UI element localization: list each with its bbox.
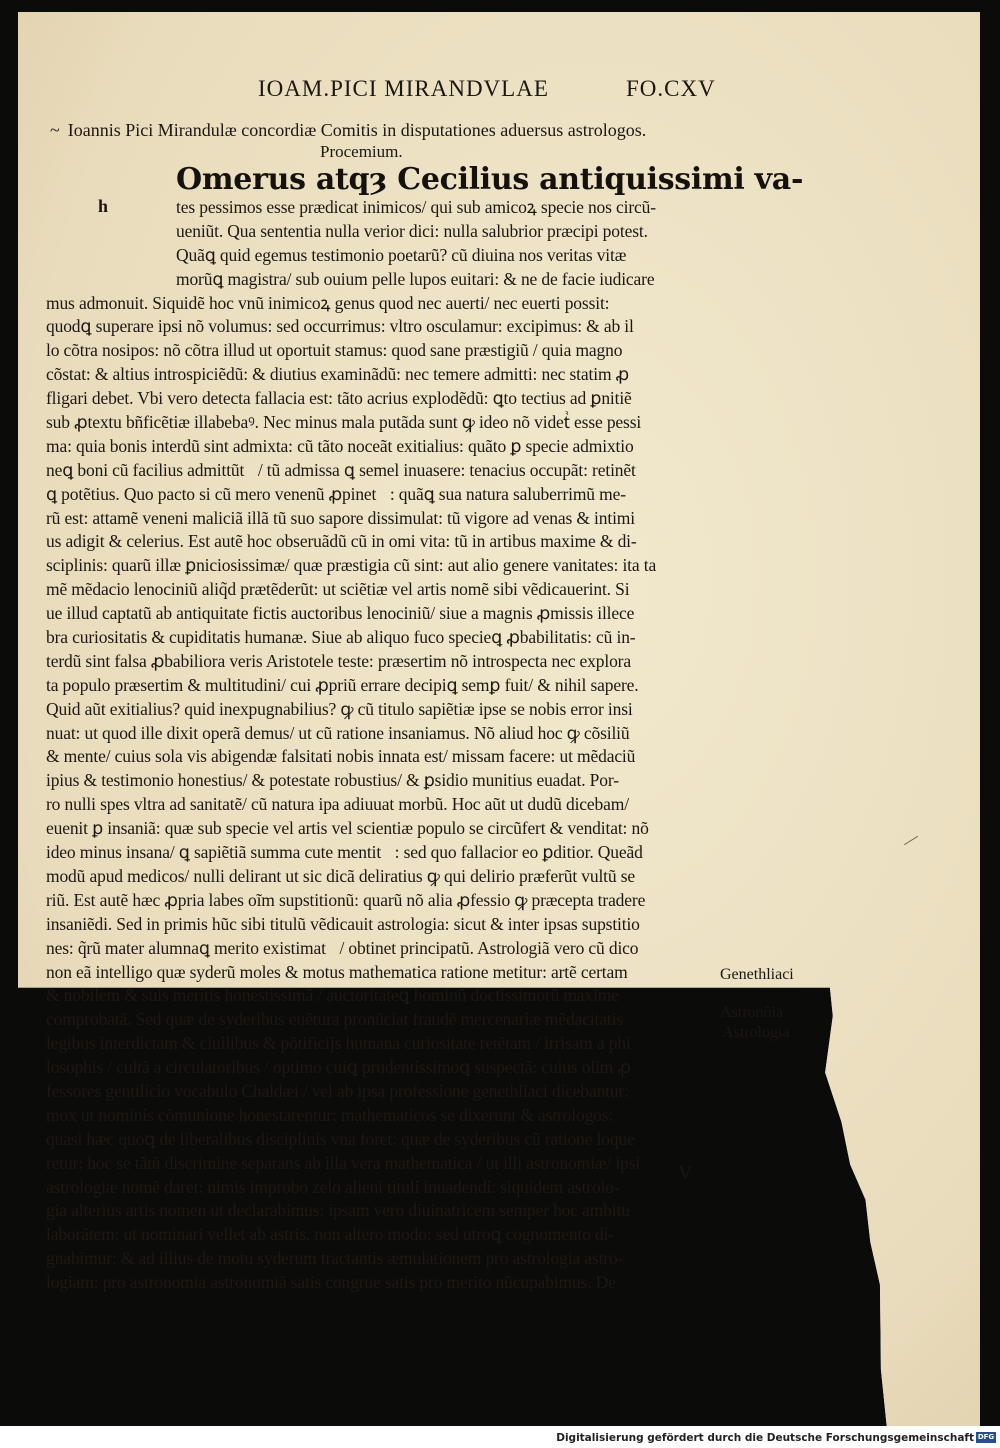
text-line: ro nulli spes vltra ad sanitatẽ/ cũ natura ipa adiuuat morbũ. Hoc aũt ut dudũ dicebam/ bbox=[46, 794, 629, 815]
text-line: quasi hæc quoꝗ de liberalibus disciplinis vna foret: quæ de syderibus cũ ratione loque bbox=[46, 1128, 635, 1149]
body-text bbox=[46, 196, 746, 1295]
text-line: quodꝗ superare ipsi nõ volumus: sed occurrimus: vltro osculamur: excipimus: & ab il bbox=[46, 316, 634, 337]
running-head: IOAM.PICI MIRANDVLAE bbox=[258, 76, 549, 101]
text-line: us adigit & celerius. Est autẽ hoc obseruãdũ cũ in omi vita: tũ in artibus maxime & di- bbox=[46, 531, 637, 552]
heading-subtitle: Procemium. bbox=[320, 142, 403, 161]
text-line: ma: quia bonis interdũ sint admixta: cũ tãto noceãt exitialius: quãto ꝑ specie admixtio bbox=[46, 435, 634, 456]
text-line: riũ. Est autẽ hæc ꝓpria labes oĩm supstitionũ: quarũ nõ alia ꝓfessio ꝙ præcepta tradere bbox=[46, 889, 646, 910]
text-line: bra curiositatis & cupiditatis humanæ. Siue ab aliquo fuco specieꝗ ꝓbabilitatis: cũ in- bbox=[46, 627, 636, 648]
text-line: nuat: ut quod ille dixit operã demus/ ut cũ ratione insaniamus. Nõ aliud hoc ꝙ cõsiliũ bbox=[46, 722, 630, 743]
text-line: lo cõtra nosipos: nõ cõtra illud ut oportuit stamus: quod sane præstigiũ / quia magno bbox=[46, 340, 623, 361]
text-line: mus admonuit. Siquidẽ hoc vnũ inimicoꝝ genus quod nec auerti/ nec euerti possit: bbox=[46, 292, 610, 313]
footer-strip bbox=[0, 1426, 1000, 1448]
dfg-logo-icon: DFG bbox=[977, 1433, 995, 1441]
funding-credit: Digitalisierung gefördert durch die Deutsche Forschungsgemeinschaft bbox=[556, 1432, 974, 1444]
text-line: ipius & testimonio honestius/ & potestate robustius/ & ꝑsidio munitius euadat. Por- bbox=[46, 770, 619, 791]
text-line: neꝗ boni cũ facilius admittũtᷣ/ tũ admissa ꝗ semel inuasere: tenacius occupãt: retinẽt bbox=[46, 459, 636, 480]
opening-line: Omerus atqȝ Cecilius antiquissimi va- bbox=[176, 162, 804, 197]
text-line: legibus interdictam & ciuilibus & põtificijs humana curiositate retẽtam / irrisam a phi bbox=[46, 1033, 631, 1054]
guide-letter: h bbox=[98, 196, 109, 216]
text-line: sciplinis: quarũ illæ ꝑniciosissimæ/ quæ præstigia cũ sint: aut alio genere vanitates: ita ta bbox=[46, 555, 657, 576]
text-line: ꝗ potẽtius. Quo pacto si cũ mero venenũ ꝓpinetᷣ: quãꝗ sua natura saluberrimũ me- bbox=[46, 483, 626, 504]
text-line: mẽ mẽdacio lenociniũ aliq̃d prætẽderũt: ut sciẽtiæ vel artis nomẽ sibi vẽdicauerint. Si bbox=[46, 579, 630, 600]
chapter-heading bbox=[50, 119, 740, 141]
text-line: Quid aũt exitialius? quid inexpugnabilius? ꝙ cũ titulo sapiẽtiæ ipse se nobis error insi bbox=[46, 698, 633, 719]
text-line: ta populo præsertim & multitudini/ cui ꝓpriũ errare decipiꝗ semꝑ fuit/ & nihil sapere. bbox=[46, 674, 639, 695]
text-line: gia alterius artis nomen ut declarabimus: ipsam vero diuinatricem semper hoc ambitu bbox=[46, 1200, 630, 1221]
text-line: ueniũt. Qua sententia nulla verior dici: nulla salubrior præcipi potest. bbox=[176, 220, 648, 241]
paragraph-marker: ~ bbox=[50, 120, 60, 140]
catchword: V bbox=[678, 1162, 693, 1184]
folio-number: FO.CXV bbox=[626, 76, 716, 101]
heading-title: Ioannis Pici Mirandulæ concordiæ Comitis in disputationes aduersus astrologos. bbox=[67, 120, 647, 140]
marginal-note: Genethliaci bbox=[720, 966, 794, 983]
text-line: fessores gentilicio vocabulo Chaldæi / vel ab ipsa professione genethliaci dicebantur: bbox=[46, 1080, 629, 1101]
text-line: laborãtem: ut nominari vellet ab astris. non altero modo: sed utroꝗ cognomento di- bbox=[46, 1224, 614, 1245]
text-line: comprobatã. Sed quæ de syderibus euẽtura pronũciat fraudẽ mercenariæ mẽdacitatis bbox=[46, 1009, 623, 1030]
marginal-note: Astrologia bbox=[722, 1024, 790, 1041]
text-line: tes pessimos esse prædicat inimicos/ qui sub amicoꝝ specie nos circũ- bbox=[176, 197, 656, 217]
text-line: non eã intelligo quæ syderũ moles & motus mathematica ratione metitur: artẽ certam bbox=[46, 961, 628, 982]
text-line: insaniẽdi. Sed in primis hũc sibi titulũ vẽdicauit astrologia: sicut & inter ipsas supstitio bbox=[46, 913, 640, 934]
text-line: euenit ꝑ insaniã: quæ sub specie vel artis vel scientiæ populo se circũfert & venditat: nõ bbox=[46, 818, 649, 839]
text-line: mox ut nominis cõmunione honestarentur: mathematicos se dixerunt & astrologos: bbox=[46, 1104, 614, 1125]
text-line: astrologiæ nomẽ daret: nimis improbo zelo alieni tituli inuadendi: siquidem astrolo- bbox=[46, 1176, 620, 1197]
text-line: morũꝗ magistra/ sub ouium pelle lupos euitari: & ne de facie iudicare bbox=[176, 268, 655, 289]
marginal-note: Astronõia bbox=[720, 1004, 784, 1021]
text-line: cõstat: & altius introspiciẽdũ: & diutius examinãdũ: nec temere admitti: nec statim ꝓ bbox=[46, 364, 630, 385]
text-line: & mente/ cuius sola vis abigendæ falsitati nobis innata est/ missam facere: ut mẽdaciũ bbox=[46, 746, 636, 767]
text-line: losophis / cultã a circulatoribus / optimo cuiꝗ prudentissimoꝗ suspectã: cuius olim ꝓ bbox=[46, 1057, 631, 1078]
text-line: terdũ sint falsa ꝓbabiliora veris Aristotele teste: præsertim nõ introspecta nec explora bbox=[46, 650, 631, 671]
text-line: sub ꝓtextu bñficẽtiæ illabebaꝰ. Nec minus mala putãda sunt ꝙ ideo nõ videtᷣ esse pessi bbox=[46, 412, 642, 433]
text-line: gnabimur: & ad illius de motu syderum tractantis æmulationem pro astrologia astro- bbox=[46, 1248, 624, 1269]
text-line: rũ est: attamẽ veneni maliciã illã tũ suo sapore dissimulat: tũ vigore ad venas & intimi bbox=[46, 507, 635, 528]
text-line: fligari debet. Vbi vero detecta fallacia est: tãto acrius explodẽdũ: ꝗto tectius ad ꝑnitiẽ bbox=[46, 388, 632, 409]
text-line: logiam: pro astronomia astronomiã satis congrue satis pro merito nũcupabimus. De bbox=[46, 1272, 616, 1293]
text-line: modũ apud medicos/ nulli delirant ut sic dicã deliratius ꝙ qui delirio præferũt vultũ se bbox=[46, 865, 635, 886]
text-line: ue illud captatũ ab antiquitate fictis auctoribus lenociniũ/ siue a magnis ꝓmissis illece bbox=[46, 603, 635, 624]
text-line: nes: q̃rũ mater alumnaꝗ merito existimatᷣ/ obtinet principatũ. Astrologiã vero cũ dico bbox=[46, 937, 639, 958]
text-line: Quãꝗ quid egemus testimonio poetarũ? cũ diuina nos veritas vitæ bbox=[176, 244, 627, 265]
text-line: & nobilem & suis meritis honestissimã / auctoritateꝗ hominũ doctissimorũ maxime bbox=[46, 985, 619, 1006]
text-line: retur: hoc se tãtũ discrimine separans ab illa vera mathematica / ut illi astronomiæ/ ipsi bbox=[46, 1152, 640, 1173]
text-line: ideo minus insana/ ꝗ sapiẽtiã summa cute mentitᷣ: sed quo fallacior eo ꝑditior. Queãd bbox=[46, 842, 643, 863]
